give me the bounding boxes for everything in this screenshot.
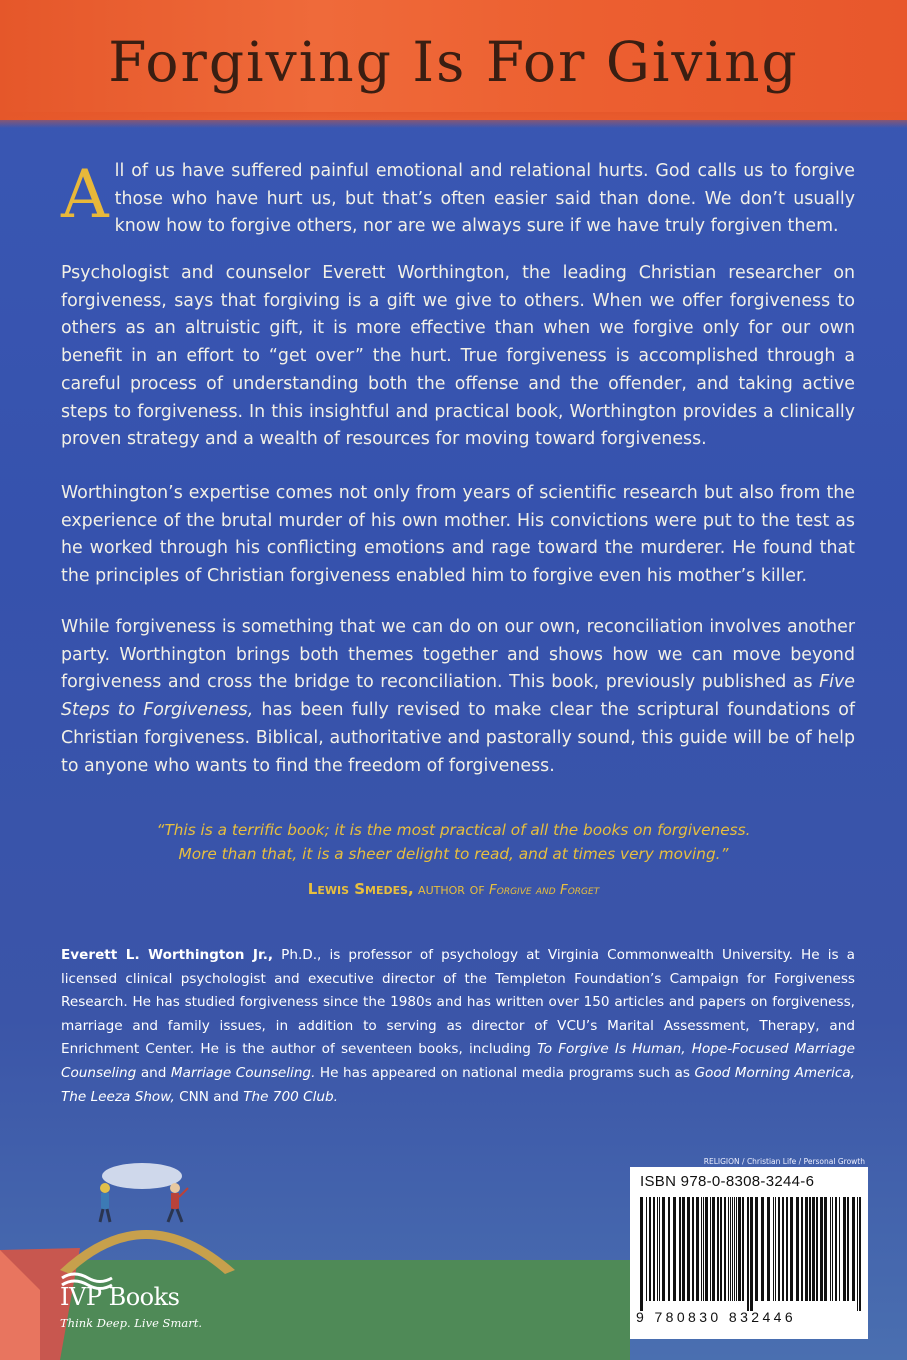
- barcode-bar: [730, 1197, 731, 1301]
- figure-right-arm: [179, 1188, 188, 1197]
- barcode-bar: [728, 1197, 729, 1301]
- barcode-bar: [696, 1197, 699, 1301]
- intro-paragraph-text: ll of us have suffered painful emotional and relational hurts. God calls us to forgive those who have hurt us, but that’s often easier said than done. We don’t usually know how to forgive others, nor are we always sure if we have truly forgiven them.: [114, 161, 855, 237]
- reconciliation-paragraph: [61, 614, 855, 780]
- barcode-bar: [824, 1197, 827, 1301]
- barcode-bar: [805, 1197, 808, 1301]
- barcode-bar: [790, 1197, 793, 1301]
- description-paragraph: Psychologist and counselor Everett Worthington, the leading Christian researcher on forgiveness, says that forgiving is a gift we give to others. When we offer forgiveness to others as an altruistic gift, it is more effective than when we forgive only for our own benefit in an effort to “get over” the hurt. True forgiveness is accomplished through a careful process of understanding both the offense and the offender, and taking active steps to forgiveness. In this insightful and practical book, Worthington provides a clinically proven strategy and a wealth of resources for moving toward forgiveness.: [61, 263, 855, 450]
- category-label: RELIGION / Christian Life / Personal Growth: [703, 1157, 865, 1166]
- barcode-bar: [778, 1197, 780, 1301]
- barcode-bar: [857, 1197, 858, 1311]
- intro-paragraph: [61, 158, 855, 241]
- barcode-digits: 9 780830 832446: [636, 1309, 796, 1325]
- barcode-bar: [809, 1197, 811, 1301]
- barcode-bar: [847, 1197, 849, 1301]
- barcode-box: [630, 1167, 868, 1339]
- barcode-bar: [703, 1197, 704, 1301]
- figure-left-leg: [107, 1209, 110, 1222]
- barcode-bar: [767, 1197, 770, 1301]
- author-bio-text-1: Ph.D., is professor of psychology at Virginia Commonwealth University. He is a licensed clinical psychologist and executive director of the Templeton Foundation’s Campaign for Forgiveness Research. He has studied forgiveness since the 1980s and has written over 150 articles and papers on forgiveness, marriage and family issues, in addition to serving as director of VCU’s Marital Assessment, Therapy, and Enrichment Center. He is the author of seventeen books, including: [61, 947, 855, 1058]
- barcode-bar: [839, 1197, 840, 1301]
- figure-left-leg: [100, 1209, 103, 1222]
- media-shows-1: Good Morning America, The Leeza Show,: [61, 1064, 855, 1105]
- barcode-bar: [786, 1197, 788, 1301]
- barcode-bar: [755, 1197, 758, 1301]
- figure-right-leg: [168, 1209, 173, 1222]
- barcode-bar: [673, 1197, 676, 1301]
- barcode-bar: [710, 1197, 711, 1301]
- barcode-bar: [820, 1197, 823, 1301]
- barcode-bar: [830, 1197, 831, 1301]
- barcode-bar: [717, 1197, 719, 1301]
- barcode-bar: [662, 1197, 665, 1301]
- barcode-bar: [782, 1197, 784, 1301]
- book-titles-2: Marriage Counseling.: [170, 1064, 316, 1081]
- barcode-bar: [659, 1197, 660, 1301]
- barcode-bar: [682, 1197, 685, 1301]
- endorsement-line-1: “This is a terrific book; it is the most practical of all the books on forgiveness.: [156, 821, 751, 839]
- publisher-tagline: Think Deep. Live Smart.: [60, 1316, 202, 1330]
- barcode-bar: [801, 1197, 803, 1301]
- figure-right-body: [171, 1193, 179, 1209]
- barcode-bar: [724, 1197, 726, 1301]
- barcode-bar: [738, 1197, 741, 1301]
- publisher-name: IVP Books: [60, 1283, 180, 1311]
- barcode-bar: [734, 1197, 735, 1301]
- barcode-bar: [640, 1197, 643, 1311]
- barcode-bar: [692, 1197, 694, 1301]
- background-paragraph: Worthington’s expertise comes not only from years of scientific research but also from the experience of the brutal murder of his own mother. His convictions were put to the test as he worked through his conflicting emotions and rage toward the murderer. He found that the principles of Christian forgiveness enabled him to forgive even his mother’s killer.: [61, 483, 855, 587]
- barcode-bar: [742, 1197, 744, 1301]
- book-titles-1: To Forgive Is Human, Hope-Focused Marriage Counseling: [61, 1041, 855, 1081]
- media-shows-2: The 700 Club.: [243, 1088, 338, 1105]
- endorsement-attribution: [0, 880, 907, 898]
- endorser-role: author of: [418, 880, 485, 898]
- barcode-bar: [720, 1197, 722, 1301]
- barcode-bar: [679, 1197, 681, 1301]
- drop-cap: A: [61, 156, 109, 233]
- barcode-bar: [732, 1197, 733, 1301]
- barcode: [638, 1197, 862, 1315]
- author-bio-text-2: and: [136, 1064, 171, 1081]
- barcode-bar: [750, 1197, 753, 1311]
- barcode-bar: [773, 1197, 774, 1301]
- barcode-bar: [687, 1197, 690, 1301]
- endorser-work: Forgive and Forget: [488, 882, 600, 898]
- barcode-bar: [761, 1197, 764, 1301]
- endorsement-quote: [90, 818, 817, 866]
- barcode-bar: [775, 1197, 776, 1301]
- barcode-bar: [649, 1197, 651, 1301]
- previous-title: Five Steps to Forgiveness,: [61, 672, 855, 721]
- barcode-bar: [736, 1197, 737, 1301]
- barcode-bar: [701, 1197, 702, 1301]
- barcode-bar: [653, 1197, 655, 1301]
- barcode-bar: [812, 1197, 815, 1301]
- barcode-bar: [832, 1197, 833, 1301]
- endorser-name: Lewis Smedes,: [307, 880, 414, 898]
- barcode-bar: [843, 1197, 846, 1301]
- figure-left-body: [101, 1193, 109, 1209]
- endorsement-line-2: More than that, it is a sheer delight to read, and at times very moving.”: [178, 845, 729, 863]
- barcode-bar: [646, 1197, 647, 1301]
- book-title: Forgiving Is For Giving: [108, 30, 799, 94]
- isbn-text: ISBN 978-0-8308-3244-6: [640, 1173, 815, 1190]
- barcode-bar: [712, 1197, 715, 1301]
- figure-left-head: [100, 1183, 110, 1193]
- reconciliation-text-before: While forgiveness is something that we can do on our own, reconciliation involves another party. Worthington brings both themes together and shows how we can move beyond forgiveness and cross the bridge to reconciliation. This book, previously published as: [61, 617, 855, 693]
- author-bio-text-4: CNN and: [174, 1088, 244, 1105]
- cloud: [102, 1163, 182, 1189]
- author-bio: [61, 944, 855, 1109]
- barcode-bar: [668, 1197, 670, 1301]
- author-bio-text-3: He has appeared on national media programs such as: [315, 1064, 695, 1081]
- barcode-bar: [747, 1197, 749, 1311]
- barcode-bar: [705, 1197, 708, 1301]
- barcode-bar: [796, 1197, 799, 1301]
- reconciliation-text-after: has been fully revised to make clear the scriptural foundations of Christian forgiveness. Biblical, authoritative and pastorally sound, this guide will be of help to anyone who wants to find the freedom of forgiveness.: [61, 700, 855, 776]
- barcode-bar: [657, 1197, 658, 1301]
- barcode-bar: [816, 1197, 818, 1301]
- barcode-bar: [859, 1197, 861, 1311]
- author-name: Everett L. Worthington Jr.,: [61, 947, 274, 963]
- figure-right-leg: [177, 1209, 182, 1222]
- figure-right-head: [170, 1183, 180, 1193]
- barcode-bar: [835, 1197, 837, 1301]
- barcode-bar: [852, 1197, 855, 1301]
